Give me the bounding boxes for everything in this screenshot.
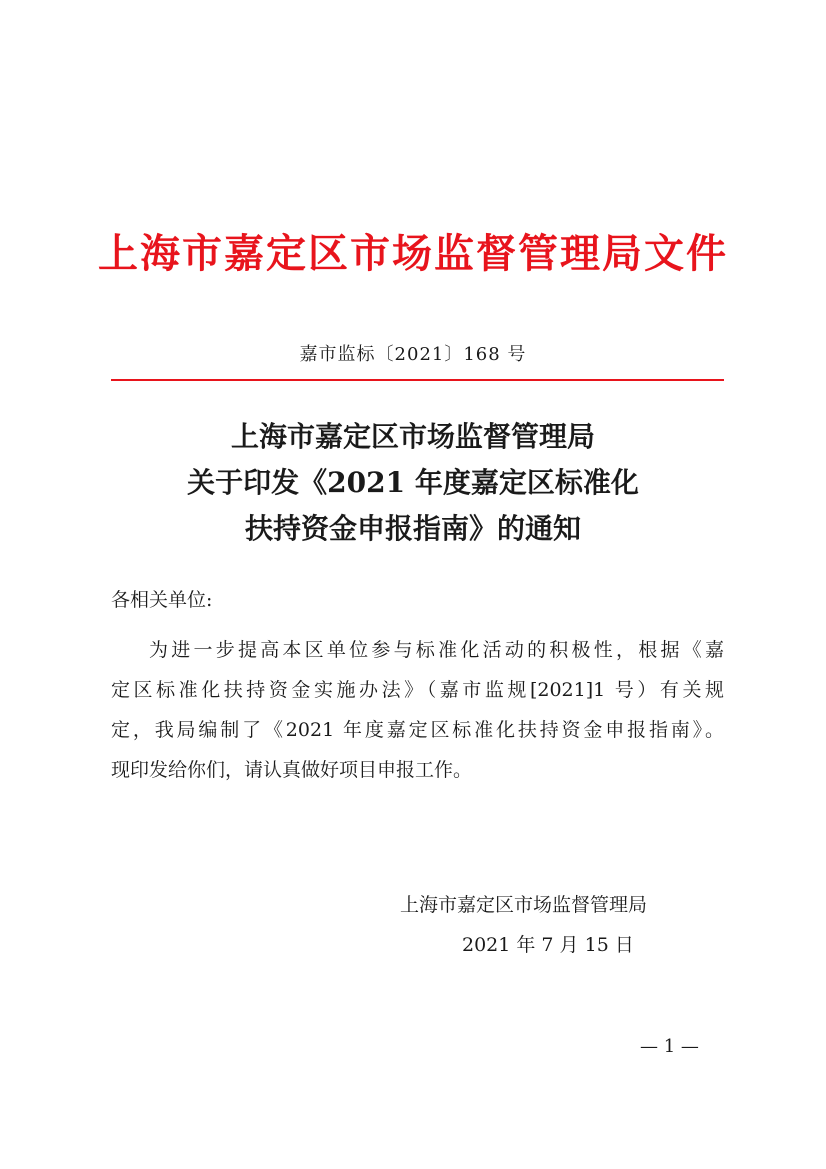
notice-title [0,414,826,552]
body-line: 为进一步提高本区单位参与标准化活动的积极性，根据《嘉 [149,639,724,661]
issuer-header-title: 上海市嘉定区市场监督管理局文件 [98,230,728,277]
body-line: 定，我局编制了《2021 年度嘉定区标准化扶持资金申报指南》。 [111,719,724,741]
body-paragraph [111,630,724,790]
page-number: — 1 — [640,1036,699,1057]
red-separator-rule [111,379,724,381]
body-line: 现印发给你们，请认真做好项目申报工作。 [111,759,473,781]
notice-title-line: 关于印发《2021 年度嘉定区标准化 [187,466,639,499]
notice-title-line: 上海市嘉定区市场监督管理局 [230,420,595,453]
body-line: 定区标准化扶持资金实施办法》（嘉市监规[2021]1 号）有关规 [111,679,724,701]
notice-title-line: 扶持资金申报指南》的通知 [244,512,581,545]
signature-date: 2021 年 7 月 15 日 [462,934,634,956]
document-number: 嘉市监标〔2021〕168 号 [299,344,527,365]
signature-block [400,885,700,965]
salutation: 各相关单位: [111,589,213,611]
signature-organization: 上海市嘉定区市场监督管理局 [400,894,648,916]
